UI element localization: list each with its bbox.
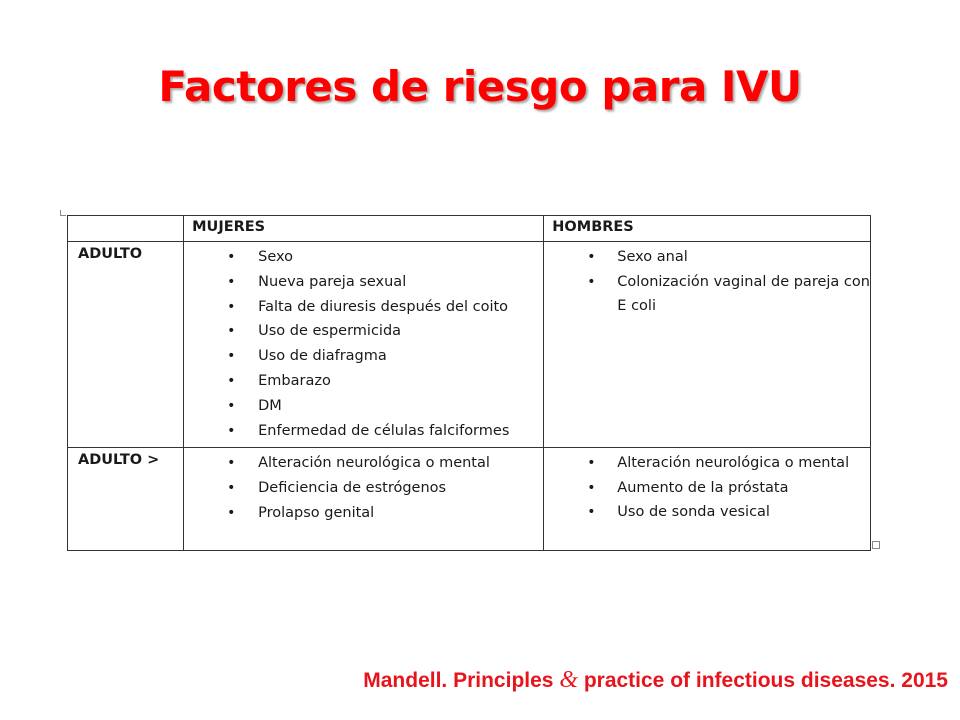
list-item: • Enfermedad de células falciformes	[184, 419, 543, 444]
list-item: • Falta de diuresis después del coito	[184, 295, 543, 320]
citation-part2: practice of infectious diseases. 2015	[577, 669, 948, 692]
list-item: • Prolapso genital	[184, 501, 543, 526]
row-label-adult-older: ADULTO >	[68, 448, 184, 551]
adult-older-men-cell	[544, 448, 871, 551]
list-item: • Deficiencia de estrógenos	[184, 476, 543, 501]
adult-men-list	[544, 242, 870, 323]
risk-factors-table	[67, 215, 871, 551]
list-item: • Sexo	[184, 245, 543, 270]
table-resize-handle-icon[interactable]	[872, 541, 880, 549]
row-label-adult: ADULTO	[68, 242, 184, 448]
adult-women-cell	[184, 242, 544, 448]
header-women: MUJERES	[184, 216, 544, 242]
header-men: HOMBRES	[544, 216, 871, 242]
list-item: • Alteración neurológica o mental	[184, 451, 543, 476]
list-item: • Aumento de la próstata	[544, 476, 870, 501]
list-item: • DM	[184, 394, 543, 419]
adult-women-list	[184, 242, 543, 447]
adult-older-women-cell	[184, 448, 544, 551]
list-item: • Nueva pareja sexual	[184, 270, 543, 295]
list-item: • Sexo anal	[544, 245, 870, 270]
adult-older-women-list	[184, 448, 543, 529]
header-empty-cell	[68, 216, 184, 242]
citation-ampersand: &	[559, 667, 578, 693]
list-item: • Uso de espermicida	[184, 319, 543, 344]
adult-older-men-list	[544, 448, 870, 529]
slide-title: Factores de riesgo para IVU	[158, 62, 802, 111]
table-row-adult	[68, 242, 871, 448]
list-item: • Uso de sonda vesical	[544, 500, 870, 525]
table-header-row	[68, 216, 871, 242]
citation	[363, 667, 948, 694]
list-item: • Alteración neurológica o mental	[544, 451, 870, 476]
adult-men-cell	[544, 242, 871, 448]
list-item: • Embarazo	[184, 369, 543, 394]
list-item: • Uso de diafragma	[184, 344, 543, 369]
table-move-handle-icon[interactable]	[60, 210, 66, 216]
table-row-adult-older	[68, 448, 871, 551]
citation-part1: Mandell. Principles	[363, 669, 560, 692]
list-item: • Colonización vaginal de pareja con E coli	[544, 270, 870, 319]
